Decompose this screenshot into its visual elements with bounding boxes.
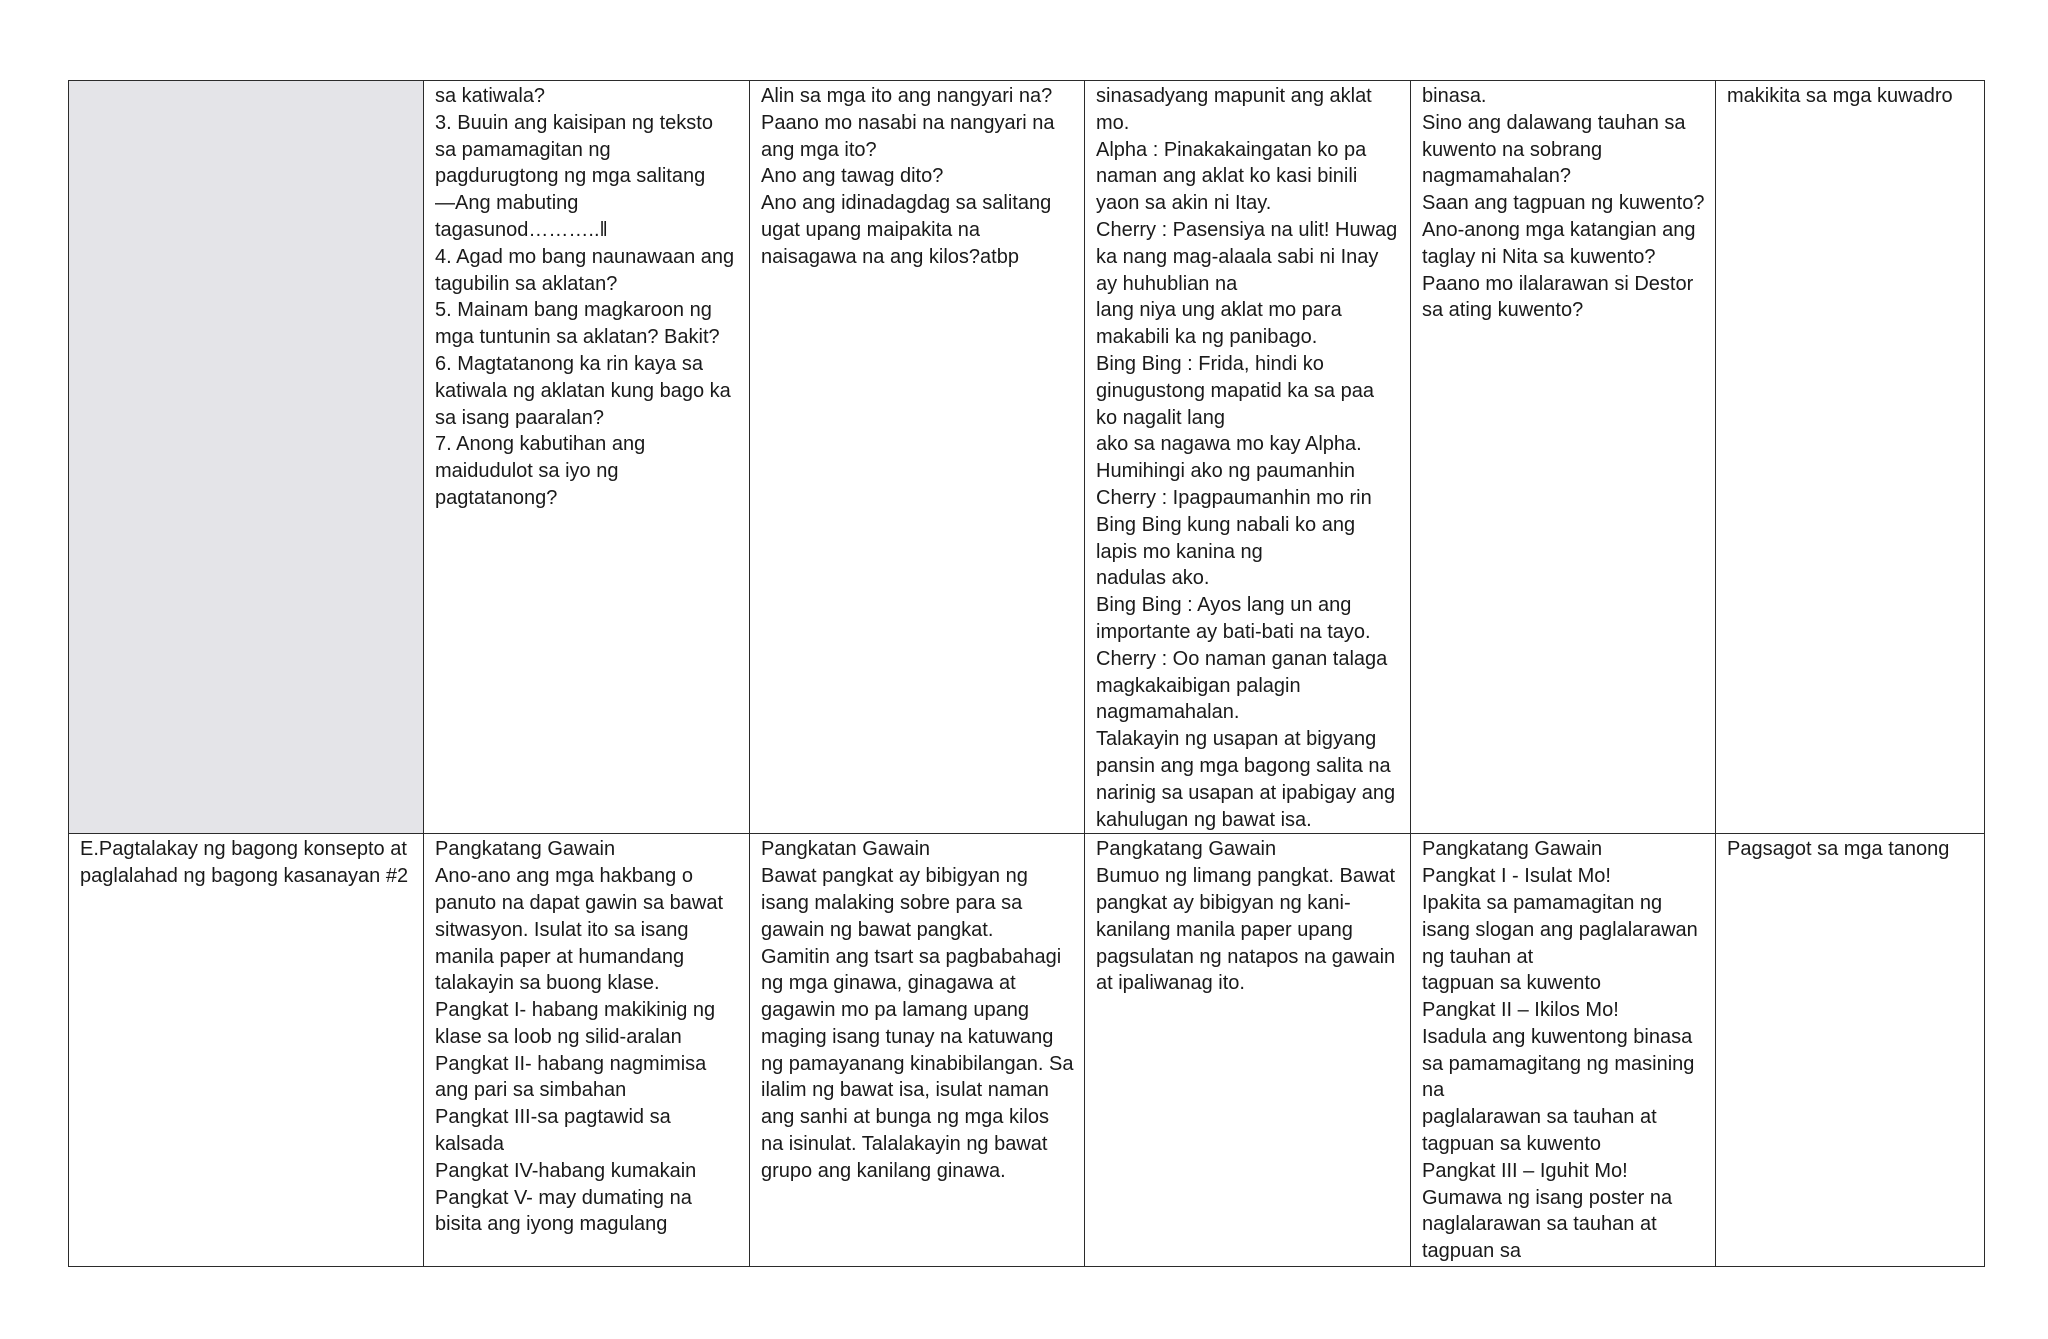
table-cell: Pagsagot sa mga tanong bbox=[1716, 834, 1985, 1267]
table-cell: Pangkatang Gawain Pangkat I - Isulat Mo! Ipakita sa pamamagitan ng isang slogan ang paglalarawan ng tauhan at tagpuan sa kuwento Pangkat II – Ikilos Mo! Isadula ang kuwentong binasa sa pamamagitang ng masining na paglalarawan sa tauhan at tagpuan sa kuwento Pangkat III – Iguhit Mo! Gumawa ng isang poster na naglalarawan sa tauhan at tagpuan sa bbox=[1411, 834, 1716, 1267]
table-cell: binasa. Sino ang dalawang tauhan sa kuwento na sobrang nagmamahalan? Saan ang tagpuan ng kuwento? Ano-anong mga katangian ang taglay ni Nita sa kuwento? Paano mo ilalarawan si Destor sa ating kuwento? bbox=[1411, 81, 1716, 834]
table-cell: Pangkatang Gawain Bumuo ng limang pangkat. Bawat pangkat ay bibigyan ng kani-kanilang manila paper upang pagsulatan ng natapos na gawain at ipaliwanag ito. bbox=[1085, 834, 1411, 1267]
table-cell: Alin sa mga ito ang nangyari na? Paano mo nasabi na nangyari na ang mga ito? Ano ang tawag dito? Ano ang idinadagdag sa salitang ugat upang maipakita na naisagawa na ang kilos?atbp bbox=[750, 81, 1085, 834]
table-cell: makikita sa mga kuwadro bbox=[1716, 81, 1985, 834]
table-row bbox=[69, 834, 1985, 1267]
row-label-cell bbox=[69, 81, 424, 834]
lesson-plan-table bbox=[68, 80, 1985, 1267]
table-cell: Pangkatan Gawain Bawat pangkat ay bibigyan ng isang malaking sobre para sa gawain ng bawat pangkat. Gamitin ang tsart sa pagbabahagi ng mga ginawa, ginagawa at gagawin mo pa lamang upang maging isang tunay na katuwang ng pamayanang kinabibilangan. Sa ilalim ng bawat isa, isulat naman ang sanhi at bunga ng mga kilos na isinulat. Talalakayin ng bawat grupo ang kanilang ginawa. bbox=[750, 834, 1085, 1267]
row-label-cell: E.Pagtalakay ng bagong konsepto at paglalahad ng bagong kasanayan #2 bbox=[69, 834, 424, 1267]
table-cell: sinasadyang mapunit ang aklat mo. Alpha : Pinakakaingatan ko pa naman ang aklat ko kasi binili yaon sa akin ni Itay. Cherry : Pasensiya na ulit! Huwag ka nang mag-alaala sabi ni Inay ay huhublian na lang niya ung aklat mo para makabili ka ng panibago. Bing Bing : Frida, hindi ko ginugustong mapatid ka sa paa ko nagalit lang ako sa nagawa mo kay Alpha. Humihingi ako ng paumanhin Cherry : Ipagpaumanhin mo rin Bing Bing kung nabali ko ang lapis mo kanina ng nadulas ako. Bing Bing : Ayos lang un ang importante ay bati-bati na tayo. Cherry : Oo naman ganan talaga magkakaibigan palagin nagmamahalan. Talakayin ng usapan at bigyang pansin ang mga bagong salita na narinig sa usapan at ipabigay ang kahulugan ng bawat isa. bbox=[1085, 81, 1411, 834]
table-cell: Pangkatang Gawain Ano-ano ang mga hakbang o panuto na dapat gawin sa bawat sitwasyon. Isulat ito sa isang manila paper at humandang talakayin sa buong klase. Pangkat I- habang makikinig ng klase sa loob ng silid-aralan Pangkat II- habang nagmimisa ang pari sa simbahan Pangkat III-sa pagtawid sa kalsada Pangkat IV-habang kumakain Pangkat V- may dumating na bisita ang iyong magulang bbox=[424, 834, 750, 1267]
table-row bbox=[69, 81, 1985, 834]
table-cell: sa katiwala? 3. Buuin ang kaisipan ng teksto sa pamamagitan ng pagdurugtong ng mga salitang ―Ang mabuting tagasunod………..‖ 4. Agad mo bang naunawaan ang tagubilin sa aklatan? 5. Mainam bang magkaroon ng mga tuntunin sa aklatan? Bakit? 6. Magtatanong ka rin kaya sa katiwala ng aklatan kung bago ka sa isang paaralan? 7. Anong kabutihan ang maidudulot sa iyo ng pagtatanong? bbox=[424, 81, 750, 834]
